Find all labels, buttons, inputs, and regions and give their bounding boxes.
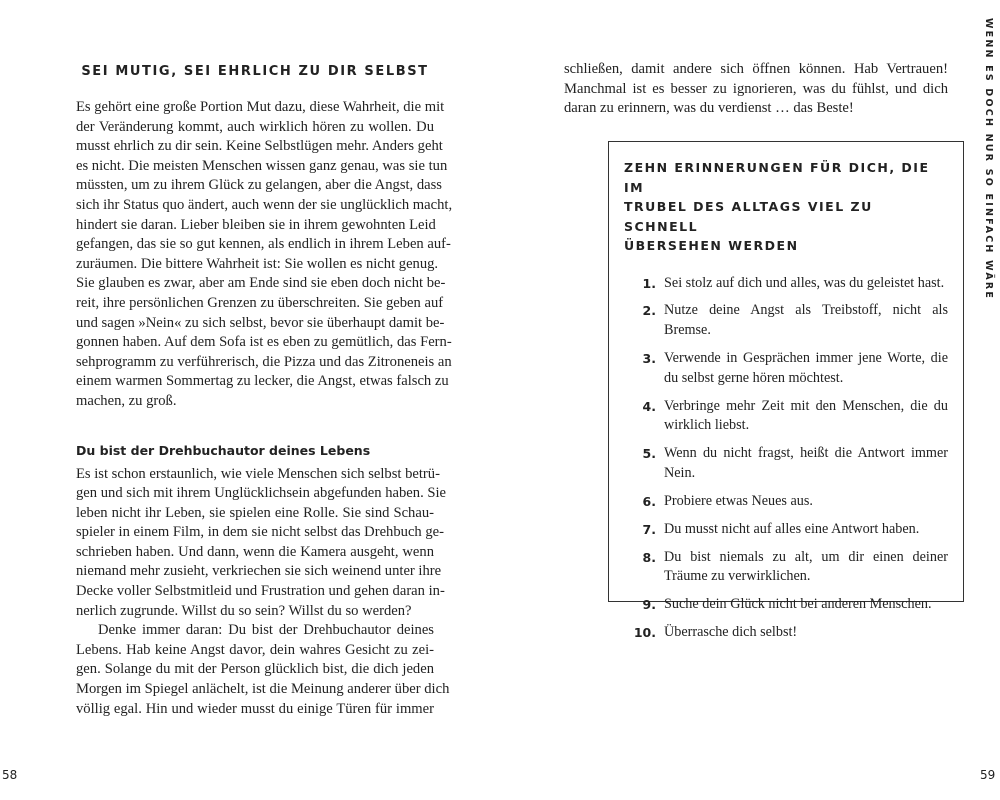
list-item	[624, 520, 948, 540]
list-item-text: Suche dein Glück nicht bei anderen Menschen.	[664, 596, 932, 613]
box-title	[624, 158, 948, 256]
paragraph-courage	[76, 98, 453, 412]
list-item-text: Verbringe mehr Zeit mit den Menschen, die du wirklich liebst.	[664, 397, 948, 434]
text-line: und sagen »Nein« zu sich selbst, bevor sie überhaupt damit be-	[76, 314, 445, 331]
list-item	[624, 274, 948, 294]
list-item-text: Wenn du nicht fragst, heißt die Antwort immer Nein.	[664, 445, 948, 481]
text-line: Morgen im Spiegel anlächelt, ist die Meinung anderer über dich	[76, 681, 450, 698]
list-item-number: 7.	[642, 521, 656, 537]
page-number-right: 59	[980, 768, 996, 782]
list-item-number: 3.	[642, 351, 656, 367]
section-heading: SEI MUTIG, SEI EHRLICH ZU DIR SELBST	[81, 64, 429, 79]
text-line: Sie glauben es zwar, aber am Ende sind sie eben doch nicht be-	[76, 275, 446, 292]
list-item-number: 10.	[633, 625, 656, 641]
text-line: reit, ihre persönlichen Grenzen zu überschreiten. Sie geben auf	[76, 294, 444, 311]
list-item-text: Du bist niemals zu alt, um dir einen deiner Träume zu verwirklichen.	[664, 548, 948, 585]
text-line: hindert sie daran. Lieber bleiben sie in ihrem gewohnten Leid	[76, 216, 436, 233]
list-item-text: Du musst nicht auf alles eine Antwort haben.	[664, 520, 920, 537]
text-line: gonnen haben. Auf dem Sofa ist es eben zu gemütlich, das Fern-	[76, 334, 452, 351]
paragraph-remember	[76, 621, 450, 719]
list-item	[624, 595, 948, 615]
reminders-box	[608, 141, 964, 641]
text-line: einem warmen Sommertag zu lecker, die Angst, etwas falsch zu	[76, 373, 449, 390]
text-line: Es gehört eine große Portion Mut dazu, diese Wahrheit, die mit	[76, 99, 445, 115]
text-line: gen und sich mit ihrem Unglücklichsein abgefunden haben. Sie	[76, 485, 447, 502]
list-item-number: 1.	[642, 275, 656, 291]
text-line: musst ehrlich zu dir sein. Keine Selbstlügen mehr. Anders geht	[76, 138, 443, 155]
text-line: nerlich zugrunde. Willst du so sein? Willst du so werden?	[76, 602, 412, 619]
list-item-number: 9.	[642, 597, 656, 613]
paragraph-continuation	[564, 60, 948, 119]
box-title-line: TRUBEL DES ALLTAGS VIEL ZU SCHNELL	[624, 199, 873, 234]
text-line: sich ihr Status quo ändert, auch wenn der sie unglücklich macht,	[76, 196, 453, 213]
text-line: niemand mehr zusieht, verkriechen sie sich weinend unter ihre	[76, 563, 442, 580]
text-line: schrieben haben. Und dann, wenn die Kamera ausgeht, wenn	[76, 543, 434, 560]
list-item-text: Sei stolz auf dich und alles, was du geleistet hast.	[664, 274, 945, 291]
box-title-line: ÜBERSEHEN WERDEN	[624, 238, 799, 253]
list-item	[624, 444, 948, 483]
text-line: der Veränderung kommt, auch wirklich hören zu wollen. Du	[76, 118, 434, 135]
text-line: machen, zu groß.	[76, 392, 177, 409]
list-item	[624, 349, 948, 388]
text-line: völlig egal. Hin und wieder musst du einige Türen für immer	[76, 700, 434, 717]
text-line: gen. Solange du mit der Person glücklich bist, die dich jeden	[76, 661, 434, 678]
page-number-left: 58	[2, 768, 18, 782]
list-item-number: 5.	[642, 446, 656, 462]
text-line: gefangen, das sie so gut kennen, als endlich in ihrem Leben auf-	[76, 236, 451, 253]
paragraph-screenwriter	[76, 465, 447, 622]
text-line: Decke voller Selbstmitleid und Frustration und gehen daran in-	[76, 583, 445, 600]
list-item	[624, 548, 948, 587]
text-line: daran zu erinnern, was du verdienst … das Beste!	[564, 100, 854, 117]
text-line: müssten, um zu ihrem Glück zu gelangen, aber die Angst, dass	[76, 177, 442, 194]
list-item-number: 2.	[642, 303, 656, 319]
list-item	[624, 301, 948, 340]
box-title-line: ZEHN ERINNERUNGEN FÜR DICH, DIE IM	[624, 160, 930, 195]
list-item-text: Probiere etwas Neues aus.	[664, 492, 813, 509]
text-line: leben nicht ihr Leben, sie spielen eine Rolle. Sie sind Schau-	[76, 504, 434, 521]
list-item-text: Nutze deine Angst als Treibstoff, nicht als Bremse.	[664, 302, 948, 339]
text-line: zuräumen. Die bittere Wahrheit ist: Sie wollen es nicht genug.	[76, 255, 439, 272]
list-item	[624, 492, 948, 512]
left-page-column	[76, 64, 453, 719]
text-line: schließen, damit andere sich öffnen können. Hab Vertrauen!	[564, 61, 948, 77]
running-head: WENN ES DOCH NUR SO EINFACH WÄRE	[983, 18, 994, 301]
text-line: Lebens. Hab keine Angst davor, dein wahres Gesicht zu zei-	[76, 641, 434, 658]
list-item	[624, 623, 948, 643]
subheading: Du bist der Drehbuchautor deines Lebens	[76, 442, 371, 458]
right-page-column	[564, 60, 948, 119]
list-item-number: 8.	[642, 549, 656, 565]
text-line: Denke immer daran: Du bist der Drehbuchautor deines	[98, 622, 434, 639]
list-item-text: Überrasche dich selbst!	[664, 624, 798, 641]
list-item-number: 4.	[642, 398, 656, 414]
reminders-list	[624, 274, 948, 643]
text-line: Manchmal ist es besser zu ignorieren, was du fühlst, und dich	[564, 80, 948, 97]
text-line: Es ist schon erstaunlich, wie viele Menschen sich selbst betrü-	[76, 465, 440, 482]
list-item-number: 6.	[642, 493, 656, 509]
text-line: spieler in einem Film, in dem sie nicht selbst das Drehbuch ge-	[76, 524, 445, 541]
list-item-text: Verwende in Gesprächen immer jene Worte, die du selbst gerne hören möchtest.	[664, 350, 948, 386]
list-item	[624, 397, 948, 436]
text-line: sehprogramm zu verführerisch, die Pizza und das Zitroneneis an	[76, 353, 452, 370]
text-line: es nicht. Die meisten Menschen wissen ganz genau, was sie tun	[76, 157, 448, 174]
